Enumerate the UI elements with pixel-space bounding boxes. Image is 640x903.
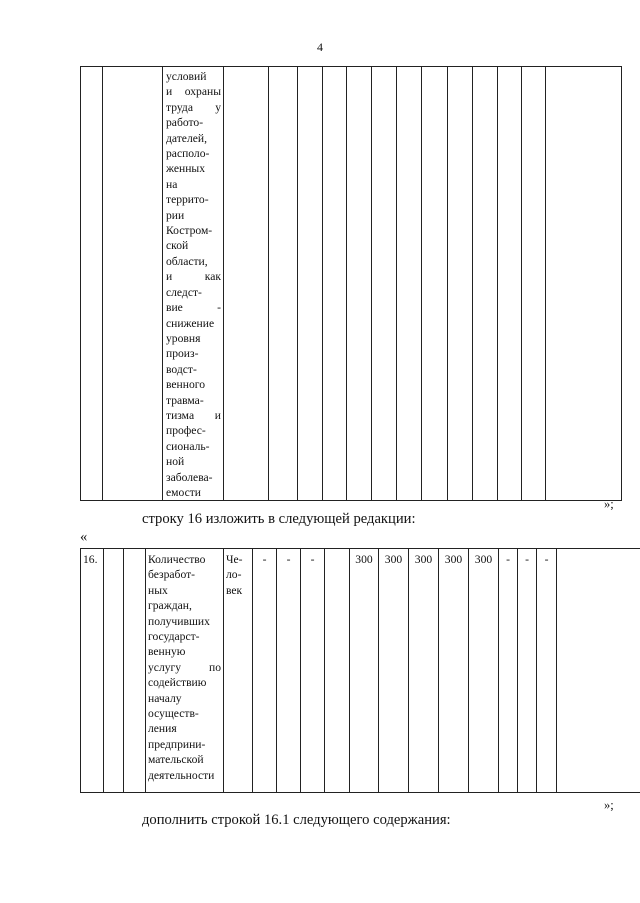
cell-indicator-description: условий и охраны труда у работо- дателей, располо- женных на террито- рии Костром- ской области, и как следст- вие - снижение уровня произ- водст- венного травма- тизма и профес- сиональ- ной заболева- емости	[163, 67, 224, 501]
cell-value	[323, 67, 347, 501]
cell-value-empty	[325, 549, 350, 793]
cell-program	[104, 549, 124, 793]
instruction-line: дополнить строкой 16.1 следующего содержания:	[142, 812, 451, 828]
cell-value: -	[537, 549, 557, 793]
cell-value: 300	[439, 549, 469, 793]
cell-unit	[224, 67, 269, 501]
cell-value: -	[301, 549, 325, 793]
cell-value	[347, 67, 372, 501]
cell-value: 300	[469, 549, 499, 793]
cell-value	[422, 67, 448, 501]
instruction-line: строку 16 изложить в следующей редакции:	[142, 511, 416, 527]
cell-value: 300	[409, 549, 439, 793]
cell-value	[372, 67, 397, 501]
cell-note	[557, 549, 640, 793]
opening-quote: «	[80, 529, 88, 545]
cell-value	[498, 67, 522, 501]
cell-value: -	[253, 549, 277, 793]
cell-indicator-description: Количество безработ- ных граждан, получивших государст- венную услугу по содействию началу осуществ- ления предприни- мательской деятельности	[146, 549, 224, 793]
row-number: 16.	[81, 549, 104, 793]
cell-value: 300	[379, 549, 409, 793]
cell-value	[298, 67, 323, 501]
cell-value: 300	[350, 549, 379, 793]
cell-value: -	[518, 549, 537, 793]
closing-quote: »;	[604, 798, 614, 812]
cell-value	[269, 67, 298, 501]
cell-unit: Че- ло- век	[224, 549, 253, 793]
cell-value: -	[277, 549, 301, 793]
cell-subprogram	[124, 549, 146, 793]
indicator-table-row-16	[80, 548, 640, 793]
cell-value	[473, 67, 498, 501]
cell-program	[103, 67, 163, 501]
page-number: 4	[317, 40, 323, 54]
cell-value: -	[499, 549, 518, 793]
cell-value	[397, 67, 422, 501]
cell-value	[546, 67, 622, 501]
cell-number	[81, 67, 103, 501]
cell-value	[448, 67, 473, 501]
closing-quote: »;	[604, 497, 614, 511]
indicator-table-continuation	[80, 66, 622, 501]
cell-value	[522, 67, 546, 501]
